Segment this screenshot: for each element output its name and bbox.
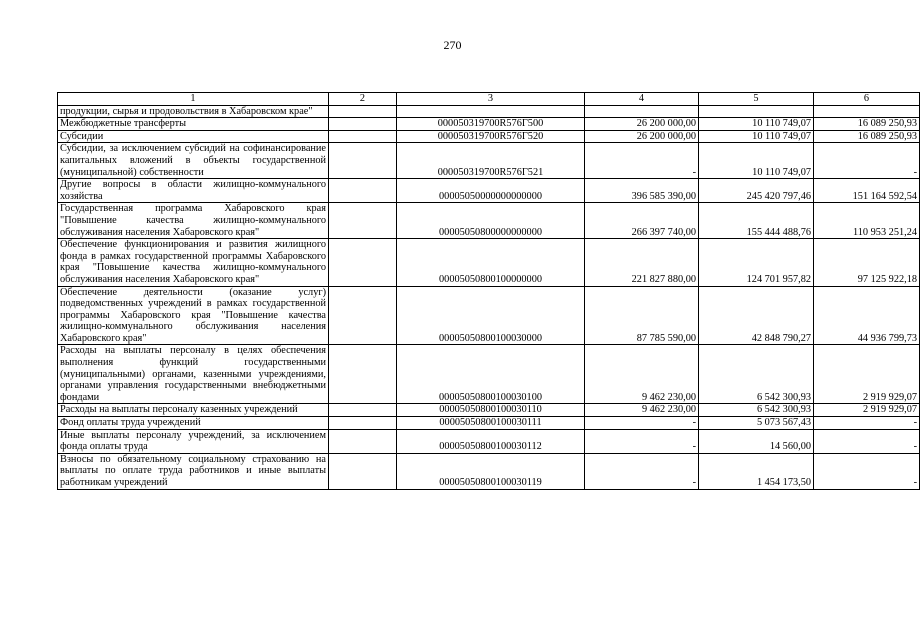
row-code: 00005050800100030111 [397, 417, 585, 430]
row-value-5: 10 110 749,07 [699, 143, 814, 179]
row-name: Субсидии, за исключением субсидий на софинансирование капитальных вложений в объекты государственной (муниципальной) собственности [58, 143, 329, 179]
row-name: Государственная программа Хабаровского края "Повышение качества жилищно-коммунального обслуживания населения Хабаровского края" [58, 203, 329, 239]
row-code: 00005050800100000000 [397, 239, 585, 286]
row-col2 [329, 130, 397, 143]
row-value-6: - [814, 417, 920, 430]
row-name: Взносы по обязательному социальному страхованию на выплаты по оплате труда работников и иные выплаты работникам учреждений [58, 453, 329, 489]
table-row [58, 130, 920, 143]
row-name: Расходы на выплаты персоналу казенных учреждений [58, 404, 329, 417]
row-col2 [329, 143, 397, 179]
row-value-6: - [814, 429, 920, 453]
row-col2 [329, 239, 397, 286]
row-value-6: 110 953 251,24 [814, 203, 920, 239]
column-header-4: 4 [585, 93, 699, 106]
row-value-4: 87 785 590,00 [585, 286, 699, 345]
row-value-5 [699, 105, 814, 118]
row-value-6: 151 164 592,54 [814, 179, 920, 203]
budget-table [57, 92, 920, 490]
row-value-6: - [814, 143, 920, 179]
table-row [58, 345, 920, 404]
row-code: 00005050800100030119 [397, 453, 585, 489]
column-header-1: 1 [58, 93, 329, 106]
row-col2 [329, 179, 397, 203]
row-value-4: 26 200 000,00 [585, 130, 699, 143]
row-code: 000050319700R576Г500 [397, 118, 585, 131]
row-value-6: 44 936 799,73 [814, 286, 920, 345]
row-code: 00005050800000000000 [397, 203, 585, 239]
row-col2 [329, 345, 397, 404]
row-value-5: 6 542 300,93 [699, 404, 814, 417]
row-value-5: 14 560,00 [699, 429, 814, 453]
row-value-4: 396 585 390,00 [585, 179, 699, 203]
row-col2 [329, 417, 397, 430]
row-value-4: 9 462 230,00 [585, 404, 699, 417]
row-name: продукции, сырья и продовольствия в Хабаровском крае" [58, 105, 329, 118]
row-name: Расходы на выплаты персоналу в целях обеспечения выполнения функций государственными (муниципальными) органами, казенными учреждениями, органами управления государственными внебюджетными фондами [58, 345, 329, 404]
row-value-6 [814, 105, 920, 118]
row-value-5: 1 454 173,50 [699, 453, 814, 489]
row-value-6: 2 919 929,07 [814, 345, 920, 404]
page-number: 270 [443, 38, 462, 52]
column-header-6: 6 [814, 93, 920, 106]
row-value-5: 245 420 797,46 [699, 179, 814, 203]
row-value-5: 10 110 749,07 [699, 130, 814, 143]
row-value-6: - [814, 453, 920, 489]
row-name: Иные выплаты персоналу учреждений, за исключением фонда оплаты труда [58, 429, 329, 453]
row-value-4 [585, 105, 699, 118]
table-row [58, 118, 920, 131]
row-code: 000050319700R576Г520 [397, 130, 585, 143]
row-col2 [329, 453, 397, 489]
row-col2 [329, 118, 397, 131]
table-row [58, 143, 920, 179]
row-name: Другие вопросы в области жилищно-коммунального хозяйства [58, 179, 329, 203]
row-value-6: 2 919 929,07 [814, 404, 920, 417]
row-code [397, 105, 585, 118]
row-value-4: - [585, 429, 699, 453]
table-row [58, 417, 920, 430]
row-value-4: 26 200 000,00 [585, 118, 699, 131]
table-row [58, 404, 920, 417]
row-col2 [329, 105, 397, 118]
row-code: 000050319700R576Г521 [397, 143, 585, 179]
row-value-4: 221 827 880,00 [585, 239, 699, 286]
row-value-5: 10 110 749,07 [699, 118, 814, 131]
row-value-5: 155 444 488,76 [699, 203, 814, 239]
row-col2 [329, 429, 397, 453]
row-code: 00005050800100030112 [397, 429, 585, 453]
row-value-5: 5 073 567,43 [699, 417, 814, 430]
column-header-5: 5 [699, 93, 814, 106]
row-value-6: 97 125 922,18 [814, 239, 920, 286]
table-row [58, 105, 920, 118]
row-col2 [329, 203, 397, 239]
row-value-4: 9 462 230,00 [585, 345, 699, 404]
row-value-6: 16 089 250,93 [814, 118, 920, 131]
row-col2 [329, 286, 397, 345]
row-value-6: 16 089 250,93 [814, 130, 920, 143]
table-row [58, 429, 920, 453]
row-code: 00005050800100030100 [397, 345, 585, 404]
row-value-4: - [585, 143, 699, 179]
row-col2 [329, 404, 397, 417]
row-value-4: - [585, 453, 699, 489]
table-row [58, 179, 920, 203]
row-name: Обеспечение деятельности (оказание услуг) подведомственных учреждений в рамках государственной программы Хабаровского края "Повышение качества жилищно-коммунального обслуживания населения Хабаровского края" [58, 286, 329, 345]
row-code: 00005050800100030000 [397, 286, 585, 345]
row-value-4: - [585, 417, 699, 430]
column-header-2: 2 [329, 93, 397, 106]
row-code: 00005050800100030110 [397, 404, 585, 417]
row-name: Обеспечение функционирования и развития жилищного фонда в рамках государственной программы Хабаровского края "Повышение качества жилищно-коммунального обслуживания населения Хабаровского края" [58, 239, 329, 286]
table-row [58, 239, 920, 286]
row-name: Фонд оплаты труда учреждений [58, 417, 329, 430]
row-value-5: 42 848 790,27 [699, 286, 814, 345]
row-name: Межбюджетные трансферты [58, 118, 329, 131]
row-value-5: 6 542 300,93 [699, 345, 814, 404]
table-header-row [58, 93, 920, 106]
table-row [58, 286, 920, 345]
table-row [58, 453, 920, 489]
row-value-4: 266 397 740,00 [585, 203, 699, 239]
row-name: Субсидии [58, 130, 329, 143]
table-row [58, 203, 920, 239]
row-code: 00005050000000000000 [397, 179, 585, 203]
row-value-5: 124 701 957,82 [699, 239, 814, 286]
column-header-3: 3 [397, 93, 585, 106]
